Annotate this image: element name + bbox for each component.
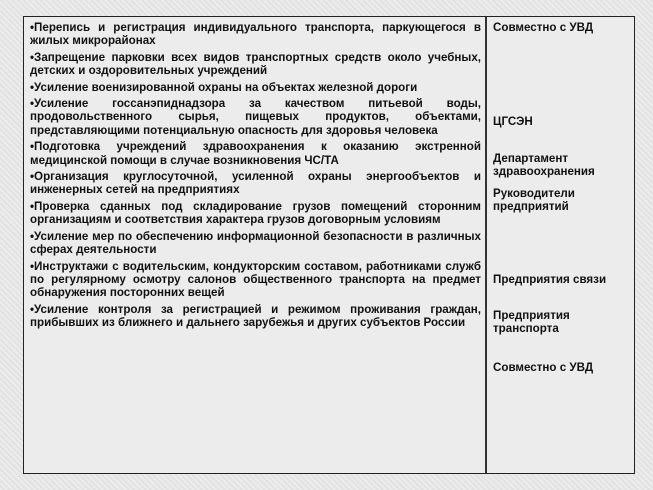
measure-item: •Усиление военизированной охраны на объектах железной дороги bbox=[30, 80, 418, 94]
responsible-column bbox=[487, 17, 634, 473]
responsible-item: ЦГСЭН bbox=[493, 115, 533, 128]
responsible-item: Предприятия связи bbox=[493, 273, 607, 286]
responsible-item: Совместно с УВД bbox=[493, 361, 594, 374]
measure-item: •Усиление госсанэпиднадзора за качеством питьевой воды, продовольственного сырья, пищевых продуктов, объектами, представляющими потенциальную опасность для здоровья человека bbox=[30, 97, 481, 137]
measures-column bbox=[24, 17, 487, 473]
measure-item: •Организация круглосуточной, усиленной охраны энергообъектов и инженерных сетей на предприятиях bbox=[30, 170, 481, 197]
measure-item: •Усиление мер по обеспечению информационной безопасности в различных сферах деятельности bbox=[30, 229, 481, 257]
responsible-item: Совместно с УВД bbox=[493, 21, 594, 34]
measure-item: •Инструктажи с водительским, кондукторским составом, работниками служб по регулярному осмотру салонов общественного транспорта на предмет обнаружения посторонних вещей bbox=[30, 259, 481, 300]
responsible-item: Департамент здравоохранения bbox=[493, 152, 595, 179]
measure-item: •Подготовка учреждений здравоохранения к оказанию экстренной медицинской помощи в случае возникновения ЧС/ТА bbox=[30, 140, 481, 167]
measure-item: •Запрещение парковки всех видов транспортных средств около учебных, детских и оздоровительных учреждений bbox=[30, 50, 481, 78]
responsible-item: Предприятия транспорта bbox=[493, 309, 570, 336]
responsible-item: Руководители предприятий bbox=[493, 187, 575, 214]
measure-item: •Усиление контроля за регистрацией и режимом проживания граждан, прибывших из ближнего и дальнего зарубежья и других субъектов России bbox=[30, 302, 481, 330]
measure-item: •Проверка сданных под складирование грузов помещений сторонним организациям и соответствия характера грузов договорным условиям bbox=[30, 199, 481, 227]
measures-table bbox=[23, 16, 635, 474]
measure-item: •Перепись и регистрация индивидуального транспорта, паркующегося в жилых микрорайонах bbox=[30, 21, 481, 48]
